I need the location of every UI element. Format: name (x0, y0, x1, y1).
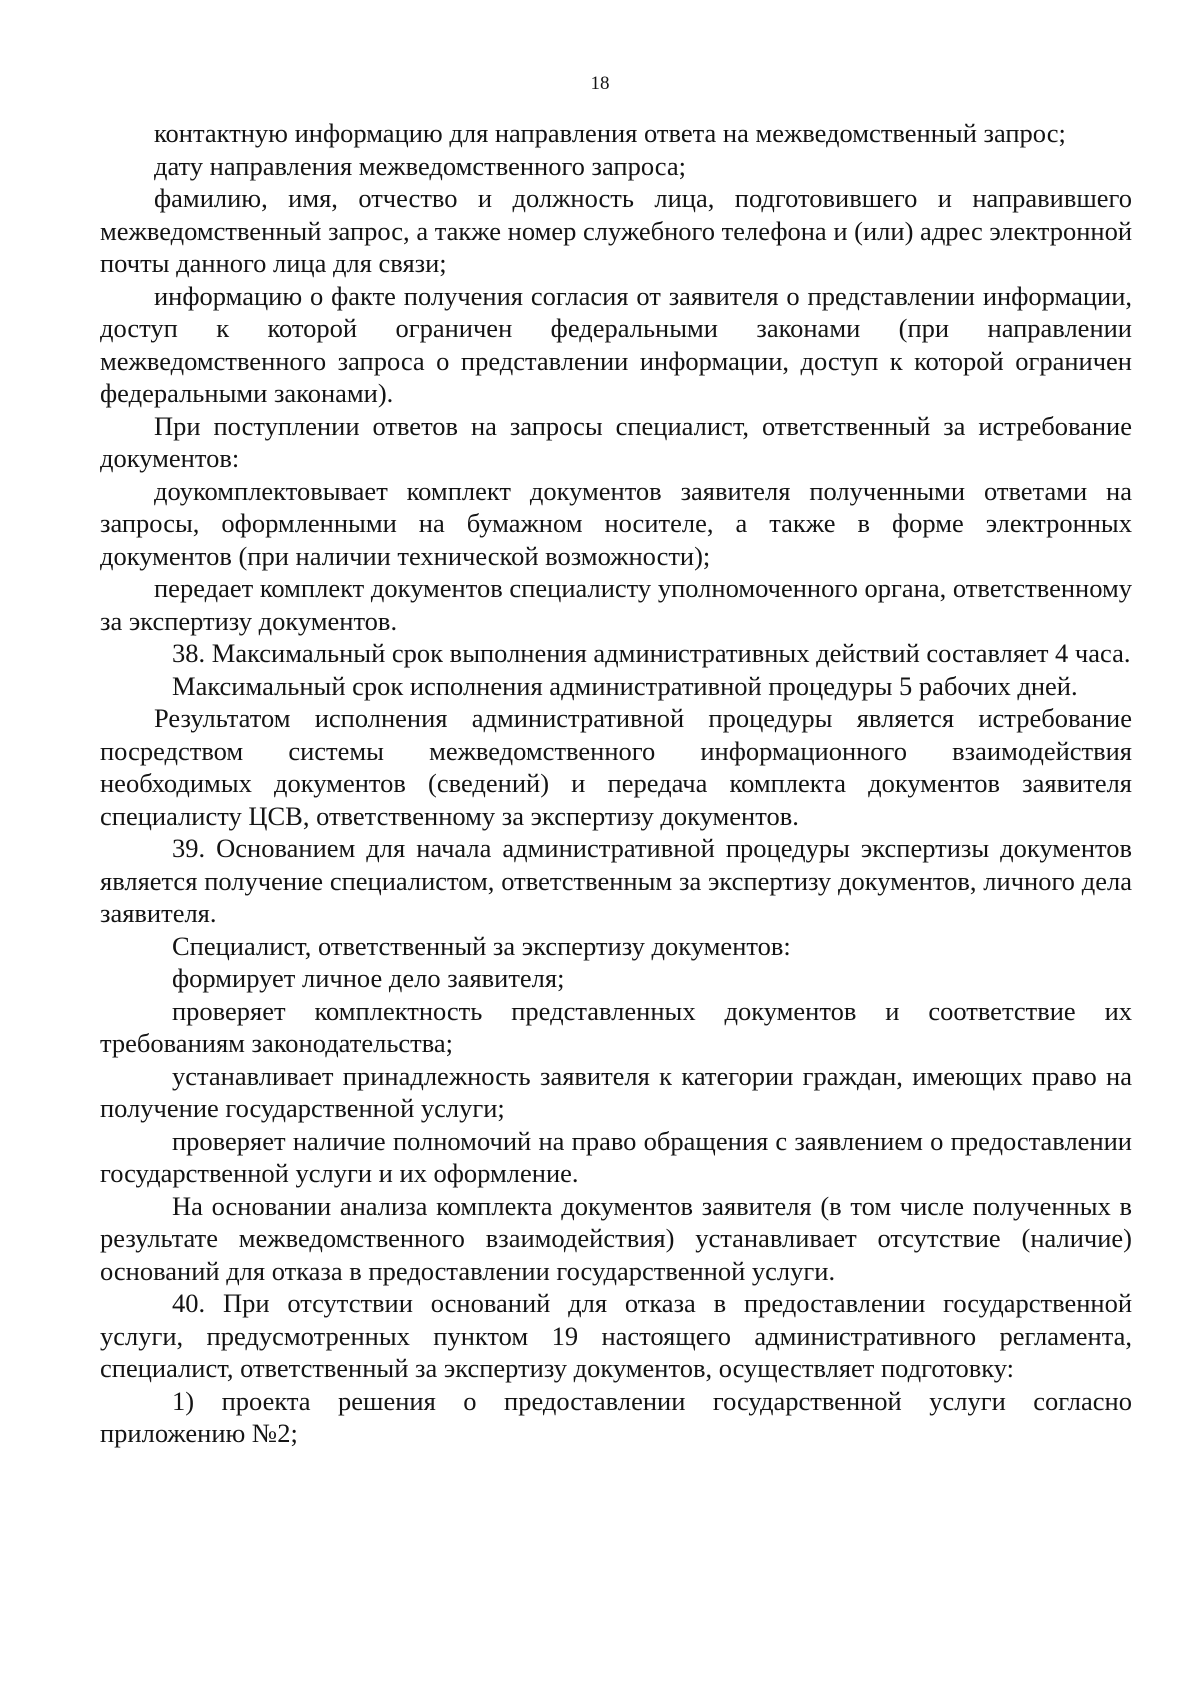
paragraph: Результатом исполнения административной процедуры является истребование посредством системы межведомственного информационного взаимодействия необходимых документов (сведений) и передача комплекта документов заявителя специалисту ЦСВ, ответственному за экспертизу документов. (100, 703, 1132, 831)
paragraph: проверяет наличие полномочий на право обращения с заявлением о предоставлении государственной услуги и их оформление. (100, 1125, 1132, 1188)
paragraph: дату направления межведомственного запроса; (154, 150, 686, 181)
paragraph: На основании анализа комплекта документов заявителя (в том числе полученных в результате межведомственного взаимодействия) устанавливает отсутствие (наличие) оснований для отказа в предоставлении государственной услуги. (100, 1190, 1132, 1286)
paragraph: 40. При отсутствии оснований для отказа в предоставлении государственной услуги, предусмотренных пунктом 19 настоящего административного регламента, специалист, ответственный за экспертизу документов, осуществляет подготовку: (100, 1288, 1132, 1383)
paragraph: доукомплектовывает комплект документов заявителя полученными ответами на запросы, оформленными на бумажном носителе, а также в форме электронных документов (при наличии технической возможности); (100, 475, 1132, 571)
paragraph: устанавливает принадлежность заявителя к категории граждан, имеющих право на получение государственной услуги; (100, 1060, 1132, 1123)
paragraph: 1) проекта решения о предоставлении государственной услуги согласно приложению №2; (100, 1385, 1132, 1448)
paragraph: Специалист, ответственный за экспертизу документов: (172, 930, 791, 961)
document-body (100, 117, 1132, 1450)
paragraph: фамилию, имя, отчество и должность лица, подготовившего и направившего межведомственный запрос, а также номер служебного телефона и (или) адрес электронной почты данного лица для связи; (100, 183, 1132, 278)
paragraph: 38. Максимальный срок выполнения административных действий составляет 4 часа. (172, 638, 1131, 668)
paragraph: формирует личное дело заявителя; (172, 963, 565, 993)
paragraph: контактную информацию для направления ответа на межведомственный запрос; (154, 118, 1066, 148)
paragraph: проверяет комплектность представленных документов и соответствие их требованиям законодательства; (100, 995, 1132, 1058)
paragraph: 39. Основанием для начала административной процедуры экспертизы документов является получение специалистом, ответственным за экспертизу документов, личного дела заявителя. (100, 833, 1132, 928)
paragraph: информацию о факте получения согласия от заявителя о представлении информации, доступ к которой ограничен федеральными законами (при направлении межведомственного запроса о представлении информации, доступ к которой ограничен федеральными законами). (100, 280, 1132, 408)
paragraph: передает комплект документов специалисту уполномоченного органа, ответственному за экспертизу документов. (100, 573, 1132, 636)
page-number: 18 (590, 73, 610, 94)
paragraph: При поступлении ответов на запросы специалист, ответственный за истребование документов: (100, 410, 1132, 473)
paragraph: Максимальный срок исполнения административной процедуры 5 рабочих дней. (172, 670, 1078, 701)
